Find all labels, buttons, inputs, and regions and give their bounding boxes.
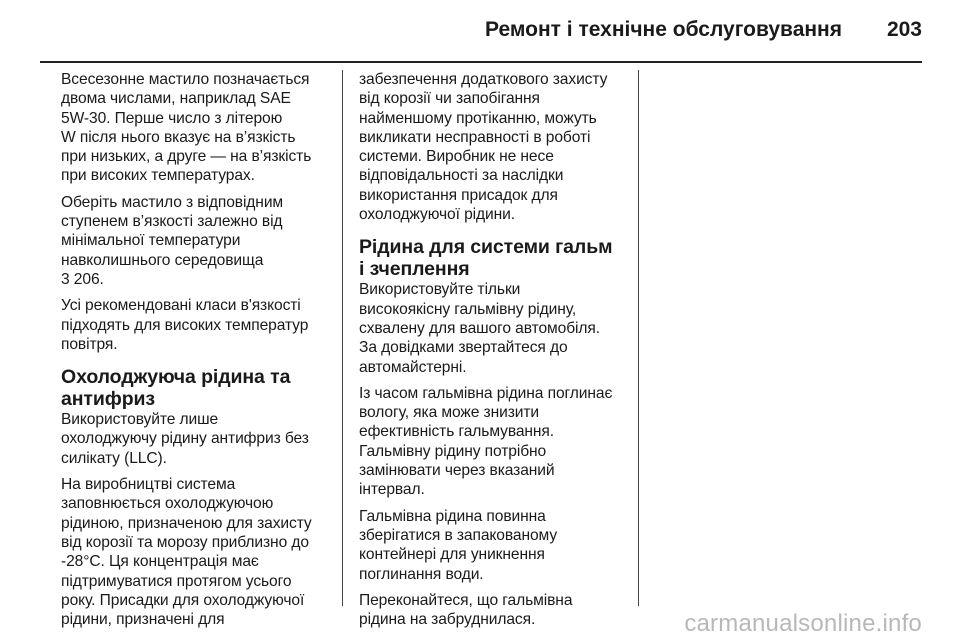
text-line: відповідальності за наслідки: [359, 167, 564, 185]
text-line: рідиною, призначеною для захисту: [61, 514, 312, 532]
text-line: контейнері для уникнення: [359, 546, 545, 564]
text-line: при низьких, а друге — на в’язкість: [61, 148, 312, 166]
text-line: схвалену для вашого автомобіля.: [359, 319, 600, 337]
text-line: Використовуйте тільки: [359, 281, 521, 299]
page-number: 203: [886, 18, 922, 41]
heading-line: Рідина для системи гальм: [359, 236, 613, 259]
watermark: carmanualsonline.info: [684, 610, 922, 637]
text-line: навколишнього середовища: [61, 251, 264, 269]
text-line: W після нього вказує на в’язкість: [61, 128, 296, 146]
text-line: Гальмівна рідина повинна: [359, 507, 546, 525]
paragraph: [359, 384, 631, 500]
text-line: заповнюється охолоджуючою: [61, 495, 274, 513]
text-line: підтримуватися протягом усього: [61, 572, 292, 590]
text-line: двома числами, наприклад SAE: [61, 90, 291, 108]
section-heading: [359, 236, 631, 280]
paragraph: [359, 591, 631, 630]
page-reference-link[interactable]: 3 206.: [61, 270, 104, 288]
text-line: рідина на забруднилася.: [359, 611, 536, 629]
text-line: На виробництві система: [61, 476, 236, 494]
text-line: системи. Виробник не несе: [359, 148, 554, 166]
text-line: охолоджуючу рідину антифриз без: [61, 430, 309, 448]
text-line: поглинання води.: [359, 565, 484, 583]
text-line: від корозії та морозу приблизно до: [61, 533, 309, 551]
paragraph: [61, 475, 331, 629]
text-line: повітря.: [61, 335, 118, 353]
text-line: охолоджуючої рідини.: [359, 206, 515, 224]
paragraph: [359, 70, 631, 224]
text-line: За довідками звертайтеся до: [359, 339, 568, 357]
text-line: викликати несправності в роботі: [359, 128, 591, 146]
column-divider-2: [638, 70, 639, 606]
text-line: ступенем в’язкості залежно від: [61, 213, 283, 231]
heading-line: і зчеплення: [359, 258, 470, 281]
text-line: при високих температурах.: [61, 167, 255, 185]
text-line: використання присадок для: [359, 186, 558, 204]
paragraph: [61, 193, 331, 289]
text-line: забезпечення додаткового захисту: [359, 71, 608, 88]
paragraph: [61, 296, 331, 354]
paragraph: [61, 70, 331, 186]
text-line: зберігатися в запакованому: [359, 526, 558, 544]
text-line: Всесезонне мастило позначається: [61, 71, 310, 88]
text-line: Усі рекомендовані класи в'язкості: [61, 297, 301, 315]
text-line: замінювати через вказаний: [359, 462, 555, 480]
text-line: мінімальної температури: [61, 232, 241, 250]
paragraph: [359, 507, 631, 584]
text-line: підходять для високих температур: [61, 316, 309, 334]
page-header: [0, 0, 960, 62]
text-column-1: [61, 70, 331, 636]
text-line: автомайстерні.: [359, 358, 467, 376]
text-line: ефективність гальмування.: [359, 423, 554, 441]
text-line: високоякісну гальмівну рідину,: [359, 300, 577, 318]
text-line: Переконайтеся, що гальмівна: [359, 591, 573, 609]
column-divider-1: [342, 70, 343, 606]
text-line: року. Присадки для охолоджуючої: [61, 591, 305, 609]
text-line: найменшому протіканню, можуть: [359, 109, 597, 127]
text-line: вологу, яка може знизити: [359, 404, 540, 422]
text-line: рідини, призначені для: [61, 611, 225, 629]
heading-line: Охолоджуюча рідина та: [61, 366, 291, 389]
text-line: 5W-30. Перше число з літерою: [61, 109, 283, 127]
section-title: Ремонт і технічне обслуговування: [485, 18, 842, 41]
text-line: Використовуйте лише: [61, 411, 219, 429]
text-column-2: [359, 70, 631, 636]
text-line: Із часом гальмівна рідина поглинає: [359, 384, 613, 402]
paragraph: [359, 280, 631, 376]
header-divider: [40, 61, 922, 63]
text-line: -28°C. Ця концентрація має: [61, 553, 259, 571]
text-line: від корозії чи запобігання: [359, 90, 540, 108]
text-line: Оберіть мастило з відповідним: [61, 193, 284, 211]
text-line: Гальмівну рідину потрібно: [359, 442, 547, 460]
paragraph: [61, 410, 331, 468]
text-line: силікату (LLC).: [61, 449, 167, 467]
heading-line: антифриз: [61, 388, 156, 411]
text-line: інтервал.: [359, 481, 425, 499]
section-heading: [61, 366, 331, 410]
